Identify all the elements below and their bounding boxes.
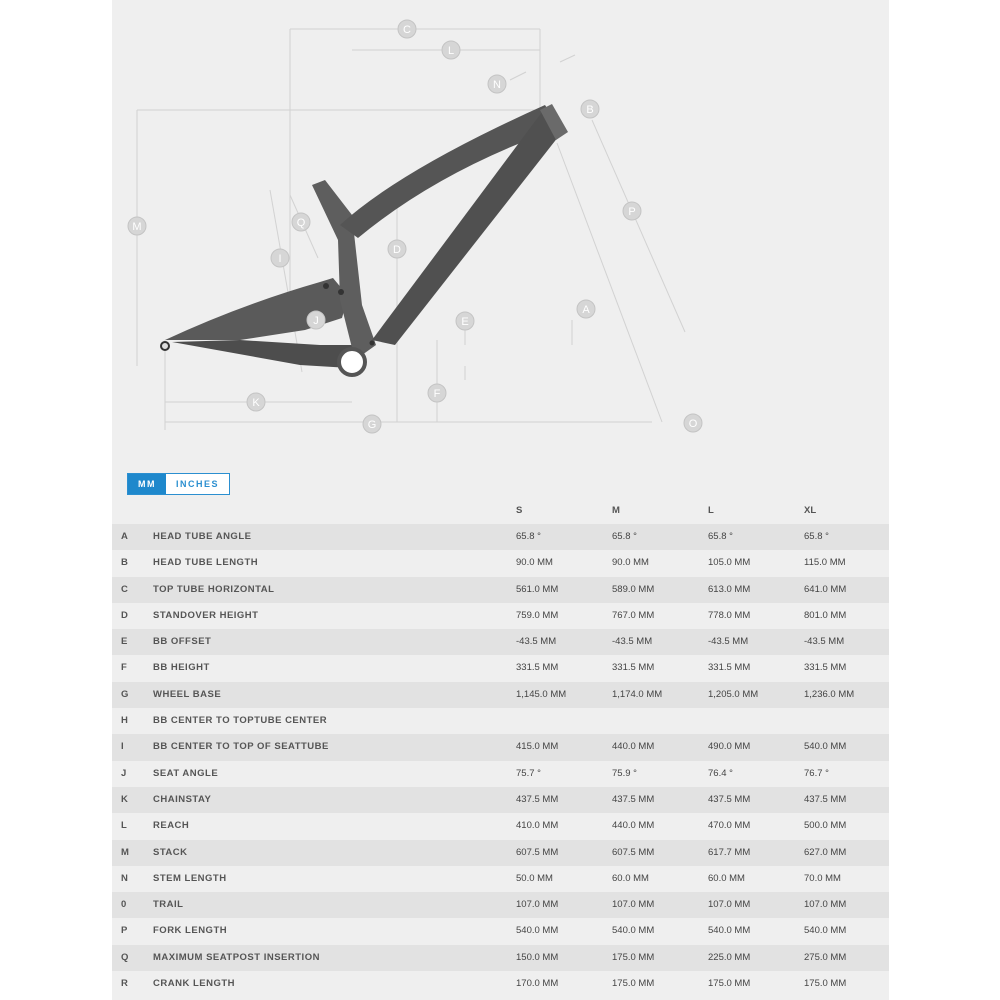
row-value-xl: 540.0 MM [804, 925, 847, 937]
callout-n [488, 75, 506, 93]
callout-b [581, 100, 599, 118]
row-measurement-name: TRAIL [153, 899, 184, 911]
geometry-table [112, 498, 889, 997]
table-header-row [112, 498, 889, 524]
callout-d [388, 240, 406, 258]
row-value-s: 170.0 MM [516, 978, 559, 990]
callout-o [684, 414, 702, 432]
row-value-m: 767.0 MM [612, 609, 655, 621]
table-row [112, 761, 889, 787]
row-value-xl: 115.0 MM [804, 557, 846, 569]
row-value-xl: -43.5 MM [804, 636, 845, 648]
table-row [112, 577, 889, 603]
row-value-s: -43.5 MM [516, 636, 557, 648]
row-value-l: 540.0 MM [708, 925, 751, 937]
row-value-l: 331.5 MM [708, 662, 751, 674]
row-value-m: 607.5 MM [612, 846, 655, 858]
row-key: G [121, 688, 129, 700]
size-header-s: S [516, 505, 523, 516]
callout-label: O [688, 418, 698, 430]
row-key: N [121, 872, 128, 884]
row-measurement-name: TOP TUBE HORIZONTAL [153, 583, 275, 595]
table-row [112, 734, 889, 760]
size-header-m: M [612, 505, 620, 516]
row-measurement-name: REACH [153, 820, 190, 832]
row-key: H [121, 715, 128, 727]
row-value-s: 759.0 MM [516, 609, 559, 621]
mm-unit-button[interactable]: MM [128, 474, 166, 494]
row-key: I [121, 741, 124, 753]
row-value-xl: 1,236.0 MM [804, 688, 855, 700]
row-value-xl: 540.0 MM [804, 741, 847, 753]
table-row [112, 866, 889, 892]
row-measurement-name: STACK [153, 846, 188, 858]
row-value-m: 65.8 ° [612, 531, 637, 542]
row-value-s: 75.7 ° [516, 767, 541, 779]
row-value-xl: 70.0 MM [804, 872, 841, 884]
row-value-l: 613.0 MM [708, 583, 751, 595]
row-value-l: 107.0 MM [708, 899, 751, 911]
row-measurement-name: BB CENTER TO TOP OF SEATTUBE [153, 741, 329, 753]
row-value-l: 617.7 MM [708, 846, 751, 858]
row-value-l: 437.5 MM [708, 793, 751, 805]
row-measurement-name: BB HEIGHT [153, 662, 210, 674]
row-value-xl: 641.0 MM [804, 583, 847, 595]
row-measurement-name: HEAD TUBE ANGLE [153, 531, 252, 542]
row-value-m: 440.0 MM [612, 741, 655, 753]
frame-diagram-svg [0, 0, 1000, 460]
row-value-m: 1,174.0 MM [612, 688, 663, 700]
callout-label: J [313, 315, 319, 327]
callout-p [623, 202, 641, 220]
callout-e [456, 312, 474, 330]
table-row [112, 971, 889, 997]
inches-unit-button[interactable]: INCHES [166, 474, 229, 494]
row-key: A [121, 531, 128, 542]
callout-f [428, 384, 446, 402]
row-value-m: 540.0 MM [612, 925, 655, 937]
callout-label: C [403, 24, 411, 36]
row-value-xl: 275.0 MM [804, 951, 847, 963]
size-header-l: L [708, 505, 714, 516]
callout-l [442, 41, 460, 59]
row-value-m: 331.5 MM [612, 662, 655, 674]
table-row [112, 813, 889, 839]
bike-frame [161, 104, 568, 375]
frame-geometry-diagram [0, 0, 1000, 460]
row-value-xl: 500.0 MM [804, 820, 847, 832]
row-value-xl: 175.0 MM [804, 978, 847, 990]
callout-label: L [447, 45, 455, 57]
row-value-xl: 627.0 MM [804, 846, 847, 858]
row-value-s: 410.0 MM [516, 820, 559, 832]
row-key: F [121, 662, 127, 674]
row-value-s: 107.0 MM [516, 899, 559, 911]
row-value-xl: 65.8 ° [804, 531, 829, 542]
callout-i [271, 249, 289, 267]
row-value-l: 470.0 MM [708, 820, 751, 832]
row-measurement-name: BB CENTER TO TOPTUBE CENTER [153, 715, 328, 727]
table-row [112, 629, 889, 655]
callout-label: I [278, 253, 282, 265]
table-row [112, 708, 889, 734]
row-value-l: 1,205.0 MM [708, 688, 759, 700]
row-value-m: 437.5 MM [612, 793, 655, 805]
row-key: Q [121, 951, 129, 963]
table-row [112, 892, 889, 918]
row-key: L [121, 820, 127, 832]
row-value-s: 607.5 MM [516, 846, 559, 858]
row-key: R [121, 978, 128, 990]
row-value-s: 561.0 MM [516, 583, 559, 595]
row-value-xl: 76.7 ° [804, 767, 829, 779]
row-key: J [121, 767, 127, 779]
row-value-s: 1,145.0 MM [516, 688, 567, 700]
row-value-l: 175.0 MM [708, 978, 751, 990]
dimension-lines [137, 29, 685, 430]
table-row [112, 550, 889, 576]
table-row [112, 787, 889, 813]
row-value-xl: 331.5 MM [804, 662, 847, 674]
row-value-m: 107.0 MM [612, 899, 655, 911]
callout-label: A [582, 304, 590, 316]
callout-label: K [252, 397, 260, 409]
table-row [112, 918, 889, 944]
callout-c [398, 20, 416, 38]
callout-label: F [433, 388, 441, 400]
row-value-s: 150.0 MM [516, 951, 559, 963]
row-measurement-name: CHAINSTAY [153, 793, 212, 805]
row-measurement-name: STANDOVER HEIGHT [153, 609, 259, 621]
row-value-m: -43.5 MM [612, 636, 653, 648]
row-key: E [121, 636, 128, 648]
row-value-m: 75.9 ° [612, 767, 637, 779]
row-value-m: 589.0 MM [612, 583, 655, 595]
row-key: 0 [121, 899, 127, 911]
row-key: B [121, 557, 128, 569]
callout-label: B [586, 104, 594, 116]
row-value-l: 65.8 ° [708, 531, 733, 542]
callout-label: E [461, 316, 469, 328]
callout-label: D [393, 244, 401, 256]
callout-label: M [132, 221, 142, 233]
unit-toggle [127, 473, 230, 495]
callout-k [247, 393, 265, 411]
callout-label: Q [296, 217, 306, 229]
row-measurement-name: WHEEL BASE [153, 688, 222, 700]
table-row [112, 682, 889, 708]
callout-m [128, 217, 146, 235]
row-key: K [121, 793, 128, 805]
row-key: D [121, 609, 128, 621]
row-value-m: 175.0 MM [612, 951, 655, 963]
row-value-xl: 801.0 MM [804, 609, 847, 621]
row-value-xl: 107.0 MM [804, 899, 847, 911]
callout-q [292, 213, 310, 231]
row-value-s: 65.8 ° [516, 531, 541, 542]
table-row [112, 655, 889, 681]
table-row [112, 524, 889, 550]
row-value-s: 331.5 MM [516, 662, 559, 674]
table-row [112, 840, 889, 866]
row-value-m: 175.0 MM [612, 978, 655, 990]
callout-label: G [367, 419, 377, 431]
row-key: C [121, 583, 128, 595]
row-value-l: 76.4 ° [708, 767, 733, 779]
row-measurement-name: SEAT ANGLE [153, 767, 219, 779]
callout-j [307, 311, 325, 329]
table-row [112, 945, 889, 971]
table-body [112, 524, 889, 997]
row-measurement-name: BB OFFSET [153, 636, 212, 648]
row-value-s: 540.0 MM [516, 925, 559, 937]
row-value-m: 60.0 MM [612, 872, 649, 884]
row-value-l: 490.0 MM [708, 741, 751, 753]
row-measurement-name: FORK LENGTH [153, 925, 228, 937]
table-row [112, 603, 889, 629]
row-value-s: 50.0 MM [516, 872, 553, 884]
callout-label: P [628, 206, 636, 218]
row-value-l: 60.0 MM [708, 872, 745, 884]
row-value-m: 90.0 MM [612, 557, 649, 569]
row-value-l: 778.0 MM [708, 609, 751, 621]
row-value-m: 440.0 MM [612, 820, 655, 832]
row-key: P [121, 925, 128, 937]
callout-label: N [493, 79, 501, 91]
row-key: M [121, 846, 129, 858]
size-header-xl: XL [804, 505, 817, 516]
row-value-s: 415.0 MM [516, 741, 559, 753]
row-measurement-name: STEM LENGTH [153, 872, 227, 884]
row-value-xl: 437.5 MM [804, 793, 847, 805]
row-measurement-name: CRANK LENGTH [153, 978, 235, 990]
callout-g [363, 415, 381, 433]
row-value-l: -43.5 MM [708, 636, 749, 648]
callout-a [577, 300, 595, 318]
row-value-s: 90.0 MM [516, 557, 553, 569]
row-value-l: 105.0 MM [708, 557, 751, 569]
row-measurement-name: MAXIMUM SEATPOST INSERTION [153, 951, 320, 963]
dimension-callouts [128, 20, 702, 433]
row-value-s: 437.5 MM [516, 793, 559, 805]
row-value-l: 225.0 MM [708, 951, 751, 963]
row-measurement-name: HEAD TUBE LENGTH [153, 557, 259, 569]
